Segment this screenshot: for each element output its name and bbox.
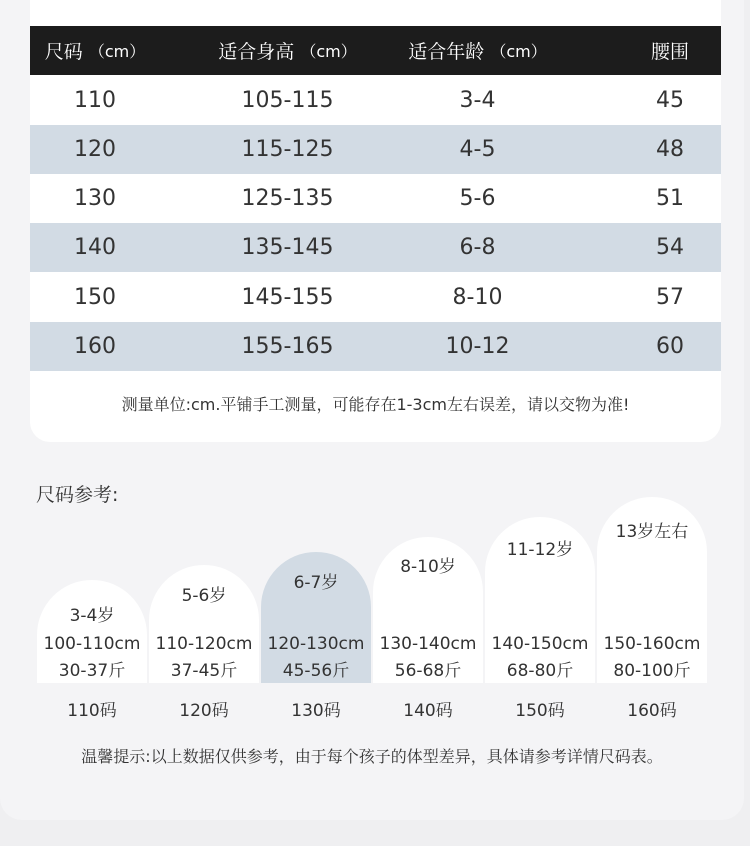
header-age-label: 适合年龄 xyxy=(408,41,485,63)
size-label: 110码 xyxy=(67,701,117,721)
cell-age: 4-5 xyxy=(459,137,496,162)
reference-title: 尺码参考: xyxy=(36,484,119,506)
table-row xyxy=(30,273,721,322)
cell-size: 150 xyxy=(74,285,116,310)
header-age xyxy=(390,26,565,75)
size-bar-110 xyxy=(37,580,147,683)
cell-age: 8-10 xyxy=(452,285,503,310)
bar-height: 120-130cm xyxy=(267,634,365,654)
cell-height: 115-125 xyxy=(241,137,334,162)
cell-age: 3-4 xyxy=(459,88,496,113)
header-size-unit: （cm） xyxy=(88,42,146,61)
header-size-label: 尺码 xyxy=(44,41,83,63)
bar-height: 150-160cm xyxy=(603,634,701,654)
cell-waist: 48 xyxy=(656,137,684,162)
header-height xyxy=(200,26,375,75)
size-bar-150 xyxy=(485,517,595,683)
bar-height: 100-110cm xyxy=(43,634,141,654)
size-bar-140 xyxy=(373,537,483,683)
header-size xyxy=(30,26,160,75)
bar-height: 140-150cm xyxy=(491,634,589,654)
table-row xyxy=(30,76,721,125)
reference-tip: 温馨提示:以上数据仅供参考，由于每个孩子的体型差异，具体请参考详情尺码表。 xyxy=(81,747,663,766)
bar-height: 130-140cm xyxy=(379,634,477,654)
table-row xyxy=(30,125,721,174)
bar-age: 5-6岁 xyxy=(181,586,227,606)
bar-weight: 45-56斤 xyxy=(282,661,350,681)
cell-height: 135-145 xyxy=(241,235,334,260)
cell-size: 130 xyxy=(74,186,116,211)
header-waist xyxy=(600,26,721,75)
table-row xyxy=(30,322,721,371)
table-header xyxy=(30,26,721,75)
cell-height: 125-135 xyxy=(241,186,334,211)
bar-age: 13岁左右 xyxy=(615,522,689,542)
bar-age: 8-10岁 xyxy=(400,557,456,577)
measurement-note: 测量单位:cm.平铺手工测量，可能存在1-3cm左右误差，请以交物为准! xyxy=(121,395,630,414)
table-row xyxy=(30,223,721,272)
size-label: 160码 xyxy=(627,701,677,721)
size-label: 120码 xyxy=(179,701,229,721)
cell-age: 5-6 xyxy=(459,186,496,211)
cell-age: 6-8 xyxy=(459,235,496,260)
table-row xyxy=(30,174,721,223)
cell-size: 140 xyxy=(74,235,116,260)
size-bar-130 xyxy=(261,552,371,683)
cell-waist: 45 xyxy=(656,88,684,113)
size-label: 130码 xyxy=(291,701,341,721)
bar-weight: 37-45斤 xyxy=(170,661,238,681)
bar-weight: 68-80斤 xyxy=(506,661,574,681)
header-height-label: 适合身高 xyxy=(218,41,295,63)
cell-age: 10-12 xyxy=(445,334,510,359)
cell-size: 110 xyxy=(74,88,116,113)
size-label: 150码 xyxy=(515,701,565,721)
cell-size: 160 xyxy=(74,334,116,359)
size-bar-160 xyxy=(597,497,707,683)
cell-height: 155-165 xyxy=(241,334,334,359)
bar-weight: 56-68斤 xyxy=(394,661,462,681)
header-waist-label: 腰围 xyxy=(650,41,689,63)
cell-size: 120 xyxy=(74,137,116,162)
cell-height: 105-115 xyxy=(241,88,334,113)
size-label: 140码 xyxy=(403,701,453,721)
bar-weight: 80-100斤 xyxy=(613,661,691,681)
size-table-card xyxy=(30,0,721,442)
bar-age: 3-4岁 xyxy=(69,606,115,626)
cell-waist: 54 xyxy=(656,235,684,260)
cell-waist: 60 xyxy=(656,334,684,359)
cell-waist: 57 xyxy=(656,285,684,310)
bar-age: 11-12岁 xyxy=(506,540,574,560)
cell-height: 145-155 xyxy=(241,285,334,310)
header-age-unit: （cm） xyxy=(490,42,547,61)
header-height-unit: （cm） xyxy=(300,42,357,61)
cell-waist: 51 xyxy=(656,186,684,211)
bar-age: 6-7岁 xyxy=(293,573,339,593)
size-bar-120 xyxy=(149,565,259,683)
bar-height: 110-120cm xyxy=(155,634,253,654)
bar-weight: 30-37斤 xyxy=(58,661,126,681)
